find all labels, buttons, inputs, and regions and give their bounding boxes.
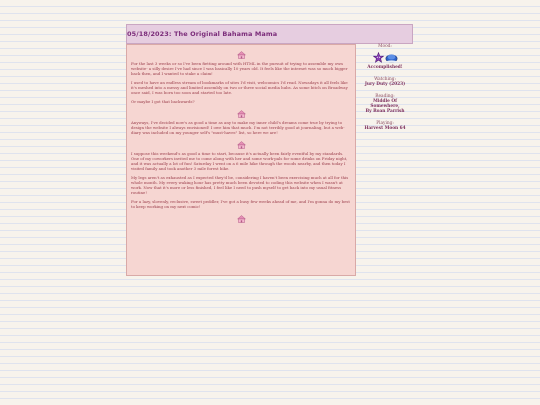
page-title: 05/18/2023: The Original Bahama Mama [127,30,278,38]
divider [131,108,351,117]
divider [131,139,351,148]
post-header [126,24,413,44]
post-paragraph: Anyways, I've decided now's as good a time as any to make my inner child's dreams come true by trying to design the website I always envisioned! I owe him that much. I'm not terribly good at journaling, but a web-diary was included on my younger self's "must-haves" list, so here we are! [131,120,345,135]
post-paragraph: For the last 3 weeks or so I've been fietting around with HTML in the pursuit of trying to assemble my own website- a silly desire I've had since I was basically 10 years old. It feels like the internet was so much bigger back then, and I wanted to stake a claim! [131,61,348,76]
watching-label: Watching: [374,77,396,82]
sidebar-status [358,44,412,154]
pink-house-icon [237,215,246,223]
pink-house-icon [237,110,246,118]
mood-icons [358,51,412,63]
post-body [126,44,356,276]
post-paragraph: I used to have an endless stream of bookmarks of sites I'd visit, webcomics I'd read. Nowadays it all feels like it's meshed into a messy and limited assembly on two or three social media hubs. As some bitch on Broadway once said, I was born too soon and started too late. [131,80,348,95]
divider [131,49,351,58]
post-paragraph: My legs aren't as exhausted as I expected they'd be, considering I haven't been exercising much at all for this whole month. My every waking hour has pretty much been devoted to coding this website when I wasn't at work. Now that it's more or less finished, I feel like I need to push myself to get back into my usual fitness routine! [131,175,349,195]
reading-block [358,94,412,114]
mood-value: Accomplished! [367,65,403,70]
playing-block [358,121,412,131]
divider [131,213,351,222]
pink-house-icon [237,51,246,59]
blue-shell-icon [385,52,398,63]
post-paragraph: For a lazy, slovenly, reclusive, sweet peddler, I've got a busy few weeks ahead of me, and I'm gonna do my best to keep working on my next comic! [131,199,350,209]
watching-value: Jury Duty (2023) [364,82,406,87]
mood-label: Mood: [378,44,392,49]
playing-value: Harvest Moon 64 [364,126,406,131]
purple-star-icon [373,52,384,63]
pink-house-icon [237,141,246,149]
mood-block [358,44,412,70]
reading-label: Reading: [375,94,395,99]
reading-title: Middle Of Somewhere, [370,99,400,109]
post-paragraph: Or maybe I got that backwards? [131,99,195,104]
reading-author: By Roan Parrish [365,109,405,114]
playing-label: Playing: [376,121,394,126]
watching-block [358,77,412,87]
post-paragraph: I suppose this weekend's as good a time to start, because it's actually been fairly eventful by my standards. One of my coworkers invited me to come along with her and some work-pals for some drinks on Friday night, and it was actually a lot of fun! Saturday I went on a 6 mile hike through the woods nearby, and then today I visited family and took another 3 mile forest hike. [131,151,348,171]
